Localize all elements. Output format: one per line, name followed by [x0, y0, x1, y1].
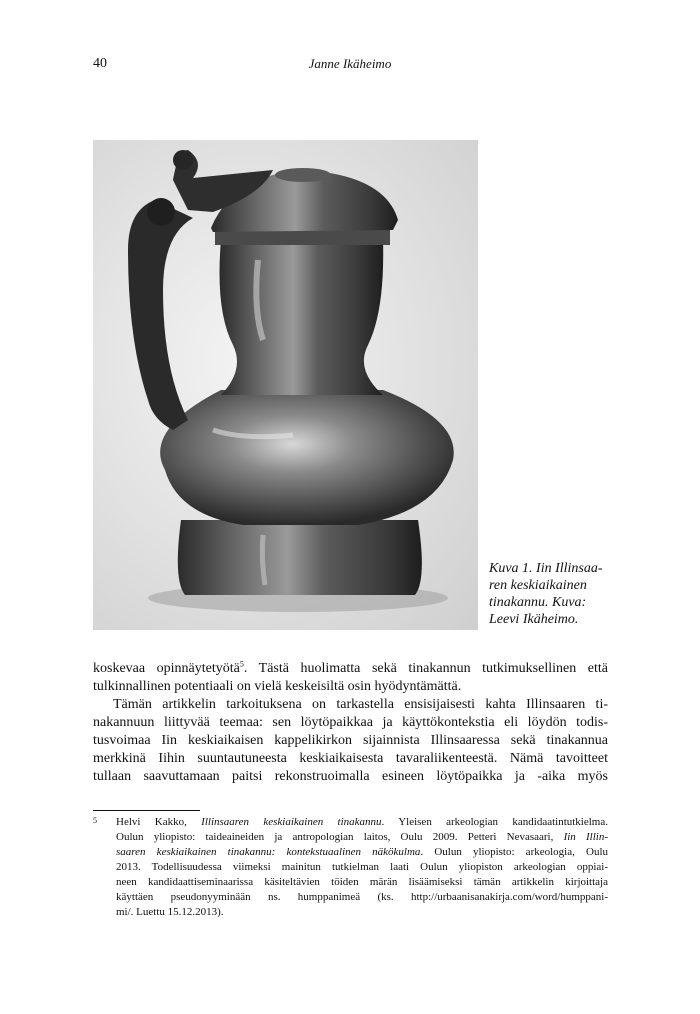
footnote — [93, 815, 608, 920]
body-line: nakannuun liittyvää teemaa: sen löytöpaikkaa ja käyttökontekstia eli löydön todis- — [93, 715, 608, 730]
page-number: 40 — [93, 56, 107, 71]
footnote-title: saaren keskiaikainen tinakannu: kontekstuaalinen näkökulma — [116, 846, 421, 858]
body-line: merkkinä Iihin suuntautuneesta keskiaikaisesta tavaraliikenteestä. Nämä tavoitteet — [93, 751, 608, 766]
body-text — [93, 660, 608, 786]
footnote-separator — [93, 810, 200, 811]
caption-line: Leevi Ikäheimo. — [489, 612, 579, 627]
footnote-reference: 5 — [239, 659, 244, 669]
running-head: Janne Ikäheimo — [308, 56, 392, 71]
caption-line: tinakannu. Kuva: — [489, 595, 587, 610]
footnote-line — [116, 815, 608, 830]
body-text-fragment: koskevaa opinnäytetyötä — [93, 661, 240, 676]
caption-line: Kuva 1. Iin Illinsaa- — [489, 561, 603, 576]
footnote-line: mi/. Luettu 15.12.2013). — [116, 906, 224, 918]
body-text-fragment: . Tästä huolimatta sekä tinakannun tutkimuksellinen että — [243, 661, 608, 676]
footnote-line — [116, 830, 608, 845]
footnote-title: Iin Illin- — [563, 831, 608, 843]
body-line: tullaan saavuttamaan paitsi rekonstruoimalla esineen löytöpaikka ja -aika myös — [93, 769, 608, 784]
footnote-line: käyttäen pseudonyyminään ns. humppanimeä (ks. http://urbaanisanakirja.com/word/humppani- — [116, 891, 608, 903]
footnote-fragment: Helvi Kakko, — [116, 816, 202, 828]
body-line — [93, 660, 608, 678]
footnote-fragment: Oulun yliopisto: taideaineiden ja antropologian laitos, Oulu 2009. Petteri Nevasaari, — [116, 831, 564, 843]
footnote-marker: 5 — [93, 816, 97, 825]
footnote-line: neen kandidaattiseminaarissa käsiteltävien töiden märän lisäämiseksi tämän artikkelin kirjoittaja — [116, 876, 608, 888]
pewter-jug-photo — [93, 140, 478, 630]
footnote-fragment: . Yleisen arkeologian kandidaatintutkielma. — [381, 816, 608, 828]
footnote-line — [116, 845, 608, 860]
figure-caption — [489, 560, 614, 628]
footnote-fragment: . Oulun yliopisto: arkeologia, Oulu — [420, 846, 608, 858]
footnote-title: Illinsaaren keskiaikainen tinakannu — [201, 816, 382, 828]
footnote-line: 2013. Todellisuudessa viimeksi mainitun tutkielman laati Oulun yliopiston arkeologian oppiai- — [116, 861, 608, 873]
caption-line: ren keskiaikainen — [489, 578, 587, 593]
body-line: tulkinnallinen potentiaali on vielä keskeisiltä osin hyödyntämättä. — [93, 679, 462, 694]
body-line: tusvoimaa Iin keskiaikaisen kappelikirkon sijainnista Illinsaaressa sekä tinakannua — [93, 733, 608, 748]
body-line: Tämän artikkelin tarkoituksena on tarkastella ensisijaisesti kahta Illinsaaren ti- — [113, 697, 608, 712]
